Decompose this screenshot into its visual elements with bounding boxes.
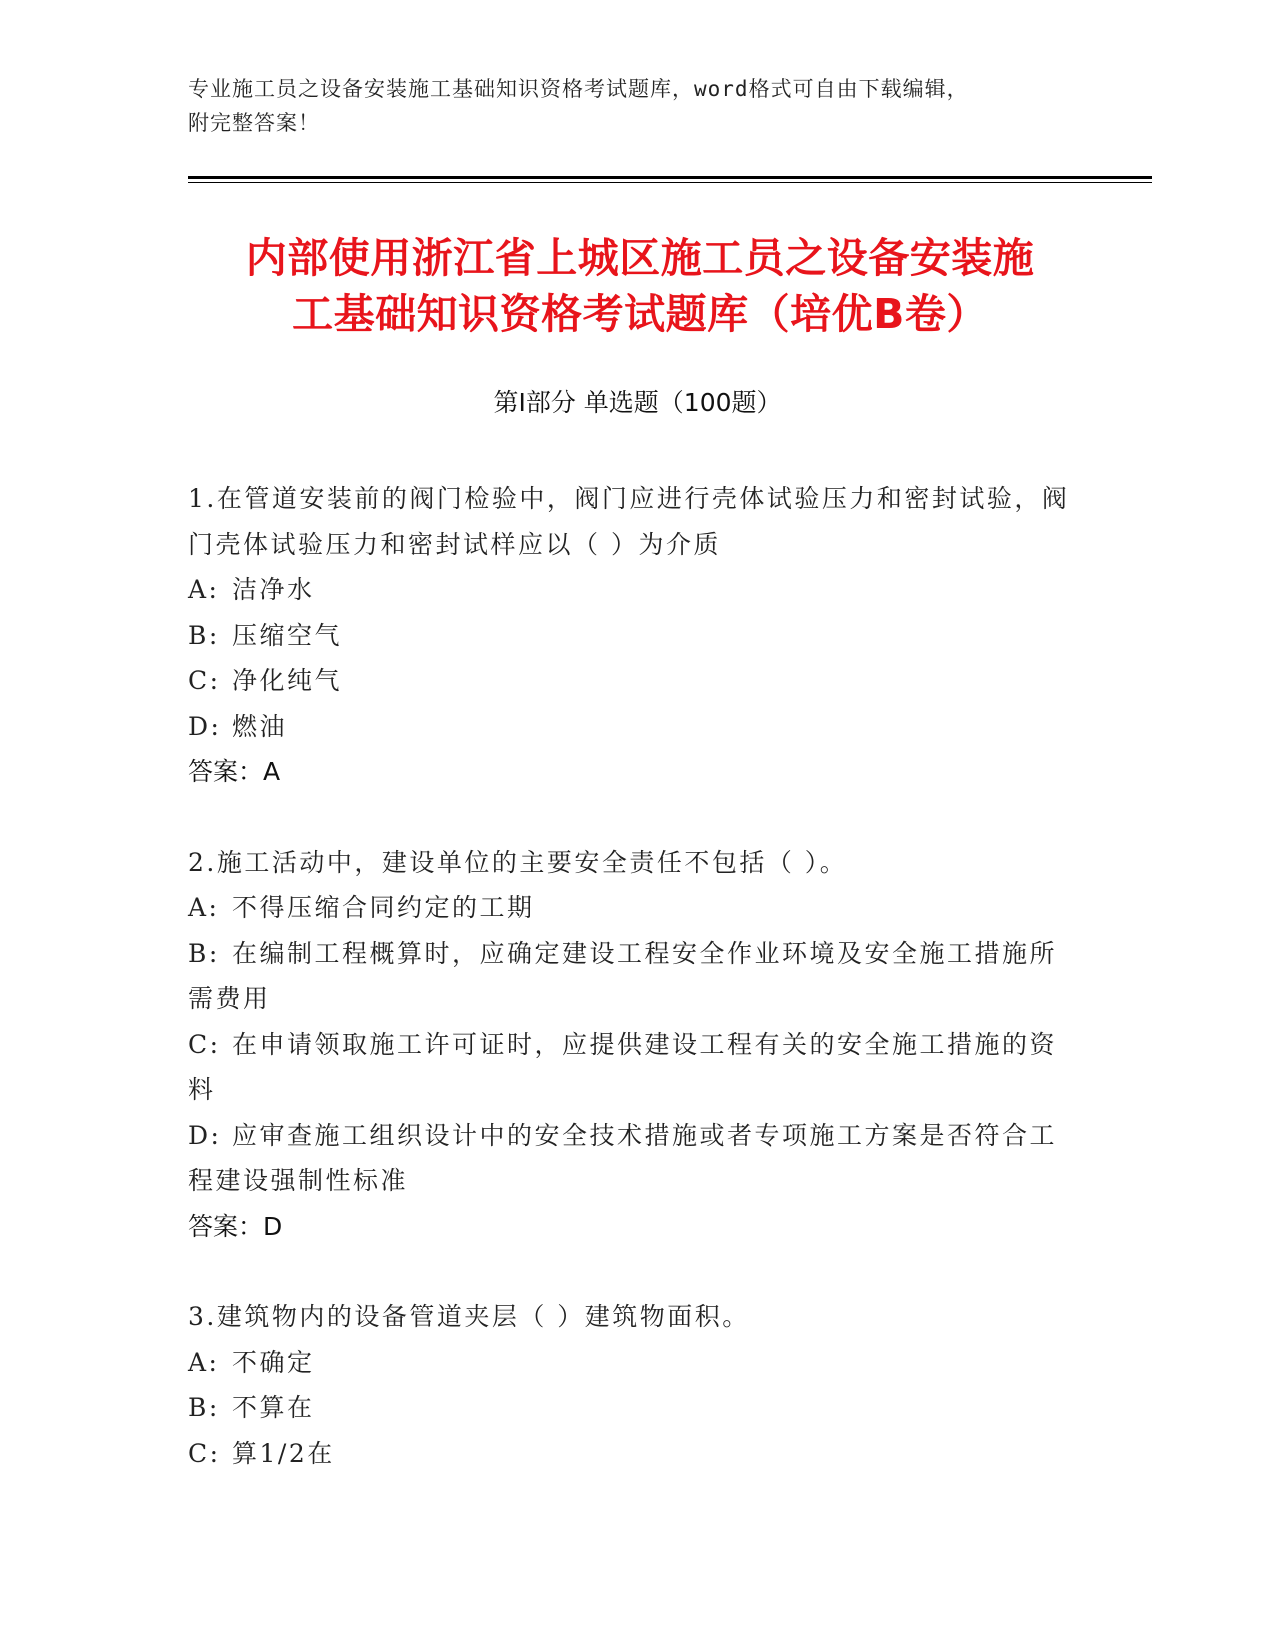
option-c [188,658,1078,704]
option-a [188,885,1078,931]
option-a [188,1340,1078,1386]
question-1 [188,476,1078,795]
option-letter: A: [188,1347,220,1377]
option-c [188,1022,1078,1113]
header-note [188,72,1068,140]
option-b [188,931,1078,1022]
option-text: 不得压缩合同约定的工期 [232,893,535,922]
option-text: 燃油 [232,711,288,741]
document-title [150,230,1130,342]
option-c [188,1431,1078,1477]
section-heading: 第Ⅰ部分 单选题（100题） [493,388,782,417]
option-a [188,567,1078,613]
option-letter: C: [188,666,221,695]
option-b [188,1385,1078,1431]
question-stem: 2.施工活动中，建设单位的主要安全责任不包括（ ）。 [188,847,848,877]
option-letter: B: [188,938,220,968]
option-letter: D: [188,1120,222,1150]
option-letter: B: [188,620,220,650]
question-stem: 1.在管道安装前的阀门检验中，阀门应进行壳体试验压力和密封试验，阀门壳体试验压力和密封试样应以（ ）为介质 [188,484,1070,559]
answer-line: 答案：A [188,757,281,786]
option-text: 压缩空气 [232,620,343,650]
option-text: 在申请领取施工许可证时，应提供建设工程有关的安全施工措施的资料 [188,1029,1058,1104]
option-text: 不确定 [232,1347,315,1377]
header-divider-thin [188,182,1152,183]
option-d [188,1113,1078,1204]
option-text: 净化纯气 [232,666,343,695]
header-note-line-2: 附完整答案！ [188,111,320,135]
option-letter: C: [188,1438,221,1468]
option-letter: A: [188,575,220,604]
option-text: 在编制工程概算时，应确定建设工程安全作业环境及安全施工措施所需费用 [188,938,1058,1013]
question-3 [188,1294,1078,1476]
option-letter: B: [188,1393,220,1422]
option-b [188,613,1078,659]
header-divider-thick [188,176,1152,179]
question-2 [188,840,1078,1250]
question-stem: 3.建筑物内的设备管道夹层（ ）建筑物面积。 [188,1302,750,1331]
option-text: 不算在 [232,1393,315,1422]
header-note-line-1: 专业施工员之设备安装施工基础知识资格考试题库，word格式可自由下载编辑， [188,77,969,101]
question-list [188,476,1078,1521]
option-letter: C: [188,1029,221,1059]
document-title-line-2: 工基础知识资格考试题库（培优B卷） [292,290,988,338]
option-d [188,704,1078,750]
option-letter: A: [188,893,220,922]
answer-line: 答案：D [188,1211,283,1241]
option-text: 算1/2在 [232,1438,335,1468]
document-title-line-1: 内部使用浙江省上城区施工员之设备安装施 [245,234,1035,282]
option-text: 洁净水 [232,575,315,604]
option-letter: D: [188,711,222,741]
option-text: 应审查施工组织设计中的安全技术措施或者专项施工方案是否符合工程建设强制性标准 [188,1120,1058,1195]
